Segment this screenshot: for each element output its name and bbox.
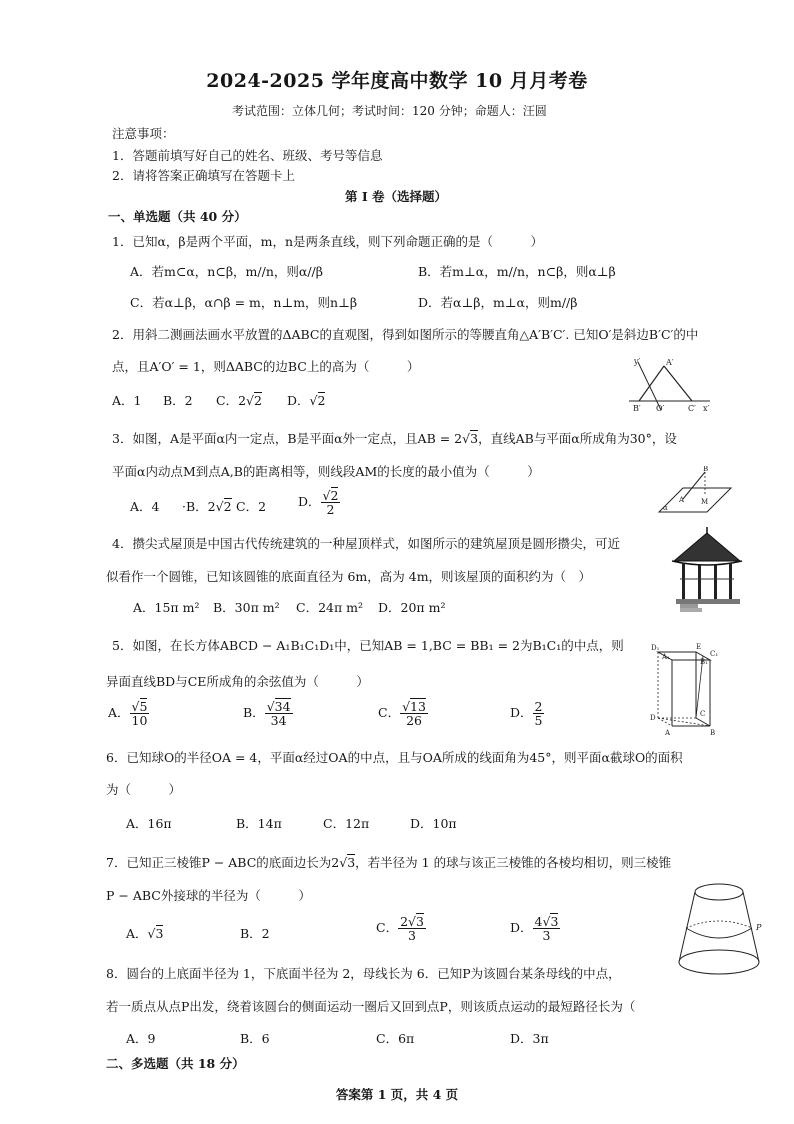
q4-option-c: C．24π m²	[296, 600, 364, 615]
q3-option-a: A．4	[130, 499, 160, 514]
q3-fig-label-alpha: α	[663, 504, 668, 512]
q2-fig-label-o: O′	[656, 404, 665, 413]
q7-option-a: A．√3	[126, 926, 164, 941]
q7-option-b: B．2	[240, 926, 270, 941]
q5-fig-label-a1: A₁	[662, 653, 670, 661]
q1-option-d: D．若α⊥β，m⊥α，则m//β	[418, 295, 578, 310]
q2-stem-line2: 点，且A′O′ = 1，则ΔABC的边BC上的高为（ ）	[112, 359, 420, 374]
q5-option-c: C． $\frac{√13}{26}$	[378, 699, 426, 729]
q2-oblique-triangle-figure	[626, 356, 712, 414]
q5-fig-label-e: E	[696, 643, 702, 651]
q1-option-c: C．若α⊥β，α∩β = m，n⊥m，则n⊥β	[130, 295, 358, 310]
q3-stem-line2: 平面α内动点M到点A,B的距离相等，则线段AM的长度的最小值为（ ）	[112, 464, 540, 479]
q3-option-d: D． $\frac{√2}{2}$	[298, 488, 339, 518]
q3-fig-label-m: M	[701, 498, 709, 506]
q2-option-d: D．√2	[287, 393, 326, 408]
q4-stem-line1: 4．攒尖式屋顶是中国古代传统建筑的一种屋顶样式，如图所示的建筑屋顶是圆形攒尖，可近	[112, 536, 620, 551]
q2-stem-line1: 2．用斜二测画法画水平放置的ΔABC的直观图，得到如图所示的等腰直角△A′B′C′. 已知O′是斜边B′C′的中	[112, 327, 699, 342]
q3-stem-line1: 3．如图，A是平面α内一定点，B是平面α外一定点，且AB = 2√3，直线AB与平面α所成角为30°，设	[112, 431, 677, 446]
q5-fig-label-a: A	[665, 729, 671, 737]
q2-fig-label-y: y′	[634, 357, 641, 366]
q4-pavilion-illustration	[668, 525, 746, 615]
q4-option-b: B．30π m²	[213, 600, 280, 615]
q1-option-a: A．若m⊂α，n⊂β，m//n，则α//β	[130, 264, 323, 279]
q5-fig-label-c: C	[700, 710, 706, 718]
q2-option-c: C．2√2	[216, 393, 262, 408]
q3-fig-label-a: A	[679, 496, 685, 504]
q4-option-a: A．15π m²	[133, 600, 200, 615]
q5-stem-line1: 5．如图，在长方体ABCD − A₁B₁C₁D₁中，已知AB = 1,BC = BB₁ = 2为B₁C₁的中点，则	[112, 638, 624, 653]
q5-fig-label-b1: B₁	[700, 658, 708, 666]
q3-option-b: ·B．2√2	[182, 499, 232, 514]
q5-cuboid-figure	[638, 640, 720, 738]
notes-item-2: 2．请将答案正确填写在答题卡上	[112, 168, 295, 183]
q2-fig-label-b: B′	[633, 404, 641, 413]
q2-option-b: B．2	[163, 393, 193, 408]
q2-fig-label-c: C′	[688, 404, 696, 413]
q5-stem-line2: 异面直线BD与CE所成角的余弦值为（ ）	[106, 674, 369, 689]
q1-option-b: B．若m⊥α，m//n，n⊂β，则α⊥β	[418, 264, 616, 279]
section-heading-single-choice: 一、单选题（共 40 分）	[108, 209, 247, 224]
q6-stem-line2: 为（ ）	[106, 782, 182, 797]
q8-fig-label-p: P	[756, 923, 762, 932]
q8-stem-line2: 若一质点从点P出发，绕着该圆台的侧面运动一圈后又回到点P，则该质点运动的最短路径长为（	[106, 999, 636, 1014]
q7-option-d: D． $\frac{4√3}{3}$	[510, 914, 559, 944]
q8-option-d: D．3π	[510, 1031, 549, 1046]
q1-stem: 1．已知α，β是两个平面，m，n是两条直线，则下列命题正确的是（ ）	[112, 234, 544, 249]
page-footer: 答案第 1 页，共 4 页	[335, 1087, 459, 1102]
q5-fig-label-c1: C₁	[710, 650, 719, 658]
q8-option-a: A．9	[126, 1031, 156, 1046]
q5-fig-label-d1: D₁	[651, 644, 660, 652]
q7-stem-line2: P − ABC外接球的半径为（ ）	[106, 888, 311, 903]
q8-option-c: C．6π	[376, 1031, 415, 1046]
q4-stem-line2: 似看作一个圆锥，已知该圆锥的底面直径为 6m，高为 4m，则该屋顶的面积约为（ ）	[106, 569, 592, 584]
section-heading-multi-choice: 二、多选题（共 18 分）	[106, 1056, 245, 1071]
q6-option-c: C．12π	[323, 816, 370, 831]
q5-option-a: A． $\frac{√5}{10}$	[108, 699, 148, 729]
q5-fig-label-d: D	[650, 714, 656, 722]
q3-option-c: C．2	[236, 499, 267, 514]
q8-stem-line1: 8．圆台的上底面半径为 1，下底面半径为 2，母线长为 6．已知P为该圆台某条母线的中点，	[106, 966, 621, 981]
q5-fig-label-b: B	[710, 729, 716, 737]
q8-option-b: B．6	[240, 1031, 270, 1046]
q6-option-b: B．14π	[236, 816, 282, 831]
q4-option-d: D．20π m²	[378, 600, 446, 615]
q6-stem-line1: 6．已知球O的半径OA = 4，平面α经过OA的中点，且与OA所成的线面角为45°，则平面α截球O的面积	[106, 750, 683, 765]
exam-subtitle: 考试范围：立体几何；考试时间：120 分钟；命题人：汪圆	[232, 104, 547, 118]
q2-fig-label-x: x′	[703, 404, 710, 413]
q6-option-d: D．10π	[410, 816, 457, 831]
exam-title: 2024-2025 学年度高中数学 10 月月考卷	[206, 70, 588, 92]
q7-stem-line1: 7．已知正三棱锥P − ABC的底面边长为2√3，若半径为 1 的球与该正三棱锥的各棱均相切，则三棱锥	[106, 855, 672, 870]
notes-item-1: 1．答题前填写好自己的姓名、班级、考号等信息	[112, 148, 383, 163]
q8-frustum-figure	[676, 880, 768, 980]
notes-heading: 注意事项：	[112, 126, 175, 141]
q5-option-b: B． $\frac{√34}{34}$	[243, 699, 291, 729]
q2-option-a: A．1	[112, 393, 142, 408]
q5-option-d: D． $\frac{2}{5}$	[510, 699, 543, 729]
q6-option-a: A．16π	[126, 816, 172, 831]
q3-fig-label-b: B	[703, 466, 709, 473]
volume-title: 第 I 卷（选择题）	[345, 189, 448, 204]
q2-fig-label-a: A′	[666, 358, 674, 367]
q3-plane-figure	[655, 466, 735, 518]
q7-option-c: C． $\frac{2√3}{3}$	[376, 914, 424, 944]
